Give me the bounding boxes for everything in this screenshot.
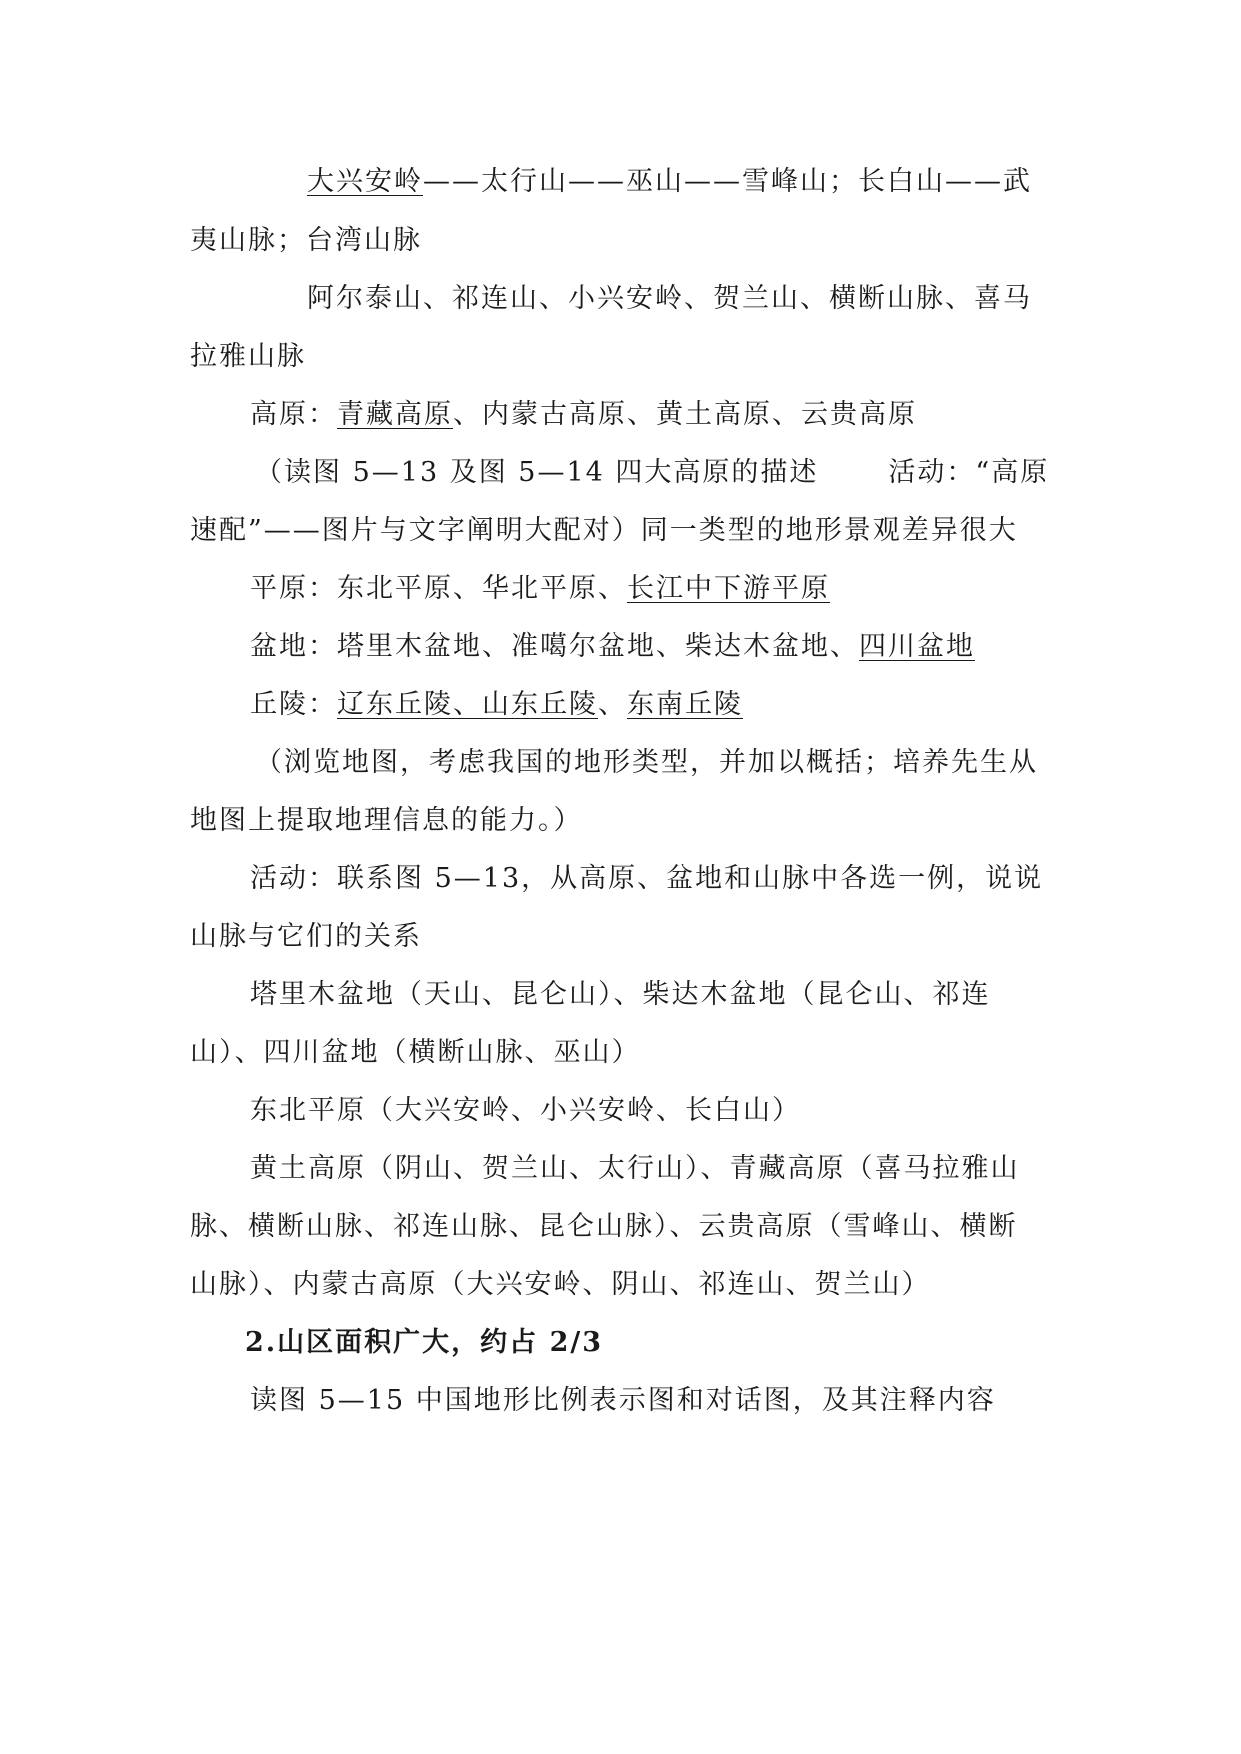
text-line-5 xyxy=(250,395,1110,435)
text-line-8 xyxy=(250,569,1110,609)
text-line-3: 阿尔泰山、祁连山、小兴安岭、贺兰山、横断山脉、喜马 xyxy=(307,283,1032,314)
underlined-term: 东南丘陵 xyxy=(627,689,743,720)
text-line-2: 夷山脉；台湾山脉 xyxy=(190,225,422,256)
text-line-22: 读图 5—15 中国地形比例表示图和对话图，及其注释内容 xyxy=(250,1385,996,1416)
text-line-7: 速配”——图片与文字阐明大配对）同一类型的地形景观差异很大 xyxy=(190,515,1018,546)
text-segment: 盆地：塔里木盆地、准噶尔盆地、柴达木盆地、 xyxy=(250,631,859,662)
text-line-15: 塔里木盆地（天山、昆仑山）、柴达木盆地（昆仑山、祁连 xyxy=(250,979,991,1010)
text-line-10 xyxy=(250,685,1110,725)
text-line-17: 东北平原（大兴安岭、小兴安岭、长白山） xyxy=(250,1095,801,1126)
underlined-term: 青藏高原 xyxy=(337,399,453,430)
underlined-term: 大兴安岭 xyxy=(307,166,423,197)
text-line-16: 山）、四川盆地（横断山脉、巫山） xyxy=(190,1037,641,1068)
text-segment: ——太行山——巫山——雪峰山；长白山——武 xyxy=(423,166,1032,197)
section-heading: 2.山区面积广大，约占 2/3 xyxy=(245,1327,604,1358)
text-line-14: 山脉与它们的关系 xyxy=(190,921,422,952)
text-segment: 丘陵： xyxy=(250,689,337,720)
text-segment: （读图 5—13 及图 5—14 四大高原的描述 xyxy=(255,457,819,488)
text-line-1 xyxy=(307,162,1167,202)
text-line-9 xyxy=(250,627,1110,667)
text-segment: 、 xyxy=(598,689,627,720)
text-segment: 平原：东北平原、华北平原、 xyxy=(250,573,627,604)
text-line-11: （浏览地图，考虑我国的地形类型，并加以概括；培养先生从 xyxy=(255,747,1038,778)
text-segment: 高原： xyxy=(250,399,337,430)
text-line-18: 黄土高原（阴山、贺兰山、太行山）、青藏高原（喜马拉雅山 xyxy=(250,1153,1020,1184)
underlined-term: 长江中下游平原 xyxy=(627,573,830,604)
underlined-term: 四川盆地 xyxy=(859,631,975,662)
text-line-13: 活动：联系图 5—13，从高原、盆地和山脉中各选一例，说说 xyxy=(250,863,1044,894)
text-line-12: 地图上提取地理信息的能力。） xyxy=(190,805,583,836)
text-line-20: 山脉）、内蒙古高原（大兴安岭、阴山、祁连山、贺兰山） xyxy=(190,1269,931,1300)
text-line-6 xyxy=(255,453,1115,493)
text-segment: 活动：“高原 xyxy=(888,457,1050,488)
underlined-term: 辽东丘陵、山东丘陵 xyxy=(337,689,598,720)
text-segment: 、内蒙古高原、黄土高原、云贵高原 xyxy=(453,399,917,430)
text-line-4: 拉雅山脉 xyxy=(190,341,306,372)
text-line-19: 脉、横断山脉、祁连山脉、昆仑山脉）、云贵高原（雪峰山、横断 xyxy=(190,1211,1018,1242)
